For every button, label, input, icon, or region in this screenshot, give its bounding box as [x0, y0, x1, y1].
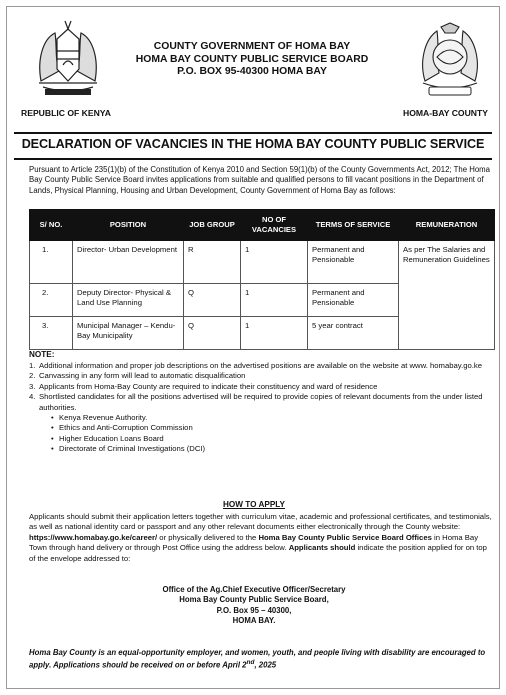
republic-of-kenya-caption: REPUBLIC OF KENYA — [21, 108, 111, 118]
footer-text: Homa Bay County is an equal-opportunity employer, and women, youth, and people living with disability are encouraged to apply. Applications should be received on or before April 2 — [29, 648, 486, 670]
homa-bay-county-crest-icon — [415, 21, 485, 101]
address-line: HOMA BAY. — [232, 616, 276, 626]
cell-sno: 1. — [30, 241, 73, 284]
list-text: Canvassing in any form will lead to automatic disqualification — [39, 371, 246, 381]
how-to-apply-paragraph — [29, 512, 495, 564]
column-header-job-group: JOB GROUP — [184, 210, 241, 241]
column-header-sno: S/ NO. — [30, 210, 73, 241]
board-offices-text: Homa Bay County Public Service Board Offices — [258, 532, 432, 542]
intro-paragraph: Pursuant to Article 235(1)(b) of the Constitution of Kenya 2010 and Section 59(1)(b) of the County Governments Act, 2012; The Homa Bay County Public Service Board invites applications from suitable and qualified persons to fill vacant positions in the Department of Lands, Physical Planning, Housing and Urban Development, County Government of Homa Bay as follows: — [29, 165, 490, 195]
cell-job-group: R — [184, 241, 241, 284]
column-header-remuneration: REMUNERATION — [399, 210, 495, 241]
cell-sno: 3. — [30, 317, 73, 350]
list-item — [29, 371, 495, 381]
column-header-position: POSITION — [73, 210, 184, 241]
table-row — [30, 241, 495, 284]
mailing-address — [7, 585, 501, 627]
address-line: P.O. Box 95 – 40300, — [216, 605, 292, 615]
cell-terms: Permanent and Pensionable — [308, 241, 399, 284]
list-number: 3. — [29, 381, 36, 391]
table-header-row — [30, 210, 495, 241]
address-line: Office of the Ag.Chief Executive Officer/Secretary — [162, 585, 346, 594]
cell-job-group: Q — [184, 284, 241, 317]
cell-vacancies: 1 — [241, 241, 308, 284]
bullet-item: • Ethics and Anti-Corruption Commission — [51, 423, 495, 433]
cell-position: Director- Urban Development — [73, 241, 184, 284]
bullet-item: • Directorate of Criminal Investigations (DCI) — [51, 444, 495, 454]
column-header-vacancies: NO OF VACANCIES — [241, 210, 308, 241]
list-number: 4. — [29, 392, 36, 402]
list-text: Applicants from Homa-Bay County are required to indicate their constituency and ward of residence — [39, 381, 378, 391]
cell-job-group: Q — [184, 317, 241, 350]
letterhead — [7, 7, 499, 131]
cell-position: Deputy Director- Physical & Land Use Planning — [73, 284, 184, 317]
list-number: 2. — [29, 371, 36, 381]
career-url-link[interactable]: https://www.homabay.go.ke/career/ — [29, 532, 158, 542]
list-item — [29, 392, 495, 413]
column-header-terms: TERMS OF SERVICE — [308, 210, 399, 241]
cell-terms: 5 year contract — [308, 317, 399, 350]
title-divider — [14, 158, 492, 160]
applicants-should-text: Applicants should — [288, 543, 356, 553]
footer-date-end: , 2025 — [254, 661, 277, 670]
apply-text: or physically delivered to the — [157, 532, 259, 542]
footer-superscript: nd — [246, 659, 255, 667]
list-text: Shortlisted candidates for all the positions advertised will be required to provide copies of relevant documents from the under listed authorities. — [39, 392, 483, 412]
cell-vacancies: 1 — [241, 284, 308, 317]
apply-text: Applicants should submit their application letters together with curriculum vitae, academic and professional certificates, and testimonials, as well as national identity card or passport and any other relevant documents either electronically through the County website: — [29, 512, 492, 532]
address-line: Homa Bay County Public Service Board, — [179, 595, 329, 605]
authorities-list — [51, 413, 495, 455]
cell-vacancies: 1 — [241, 317, 308, 350]
equal-opportunity-statement — [29, 648, 495, 671]
bullet-item: • Higher Education Loans Board — [51, 434, 495, 444]
list-item — [29, 361, 495, 371]
apply-text: indicate the position applied for on top of the envelope addressed to: — [29, 543, 487, 563]
bullet-item: • Kenya Revenue Authority. — [51, 413, 495, 423]
note-heading: NOTE: — [29, 350, 55, 359]
list-item — [29, 382, 495, 392]
public-service-board-line: HOMA BAY COUNTY PUBLIC SERVICE BOARD — [135, 53, 369, 65]
cell-sno: 2. — [30, 284, 73, 317]
letterhead-text — [127, 41, 377, 79]
top-divider — [14, 132, 492, 134]
list-text: Additional information and proper job descriptions on the advertised positions are available on the website at www. homabay.go.ke — [39, 361, 483, 370]
vacancies-table — [29, 209, 495, 350]
postal-address-line: P.O. BOX 95-40300 HOMA BAY — [177, 66, 327, 78]
county-government-line: COUNTY GOVERNMENT OF HOMA BAY — [153, 41, 351, 52]
how-to-apply-heading: HOW TO APPLY — [222, 500, 286, 509]
cell-position: Municipal Manager – Kendu-Bay Municipality — [73, 317, 184, 350]
cell-terms: Permanent and Pensionable — [308, 284, 399, 317]
note-list — [29, 361, 495, 455]
page-title: DECLARATION OF VACANCIES IN THE HOMA BAY COUNTY PUBLIC SERVICE — [21, 137, 485, 151]
list-number: 1. — [29, 361, 36, 370]
apply-text: in Homa Bay Town through hand delivery or through Post Office using the address below. — [29, 532, 479, 553]
vacancy-advert — [6, 6, 500, 689]
homa-bay-county-caption: HOMA-BAY COUNTY — [403, 108, 488, 118]
kenya-coat-of-arms-icon — [33, 19, 103, 99]
cell-remuneration: As per The Salaries and Remuneration Guidelines — [399, 241, 495, 350]
